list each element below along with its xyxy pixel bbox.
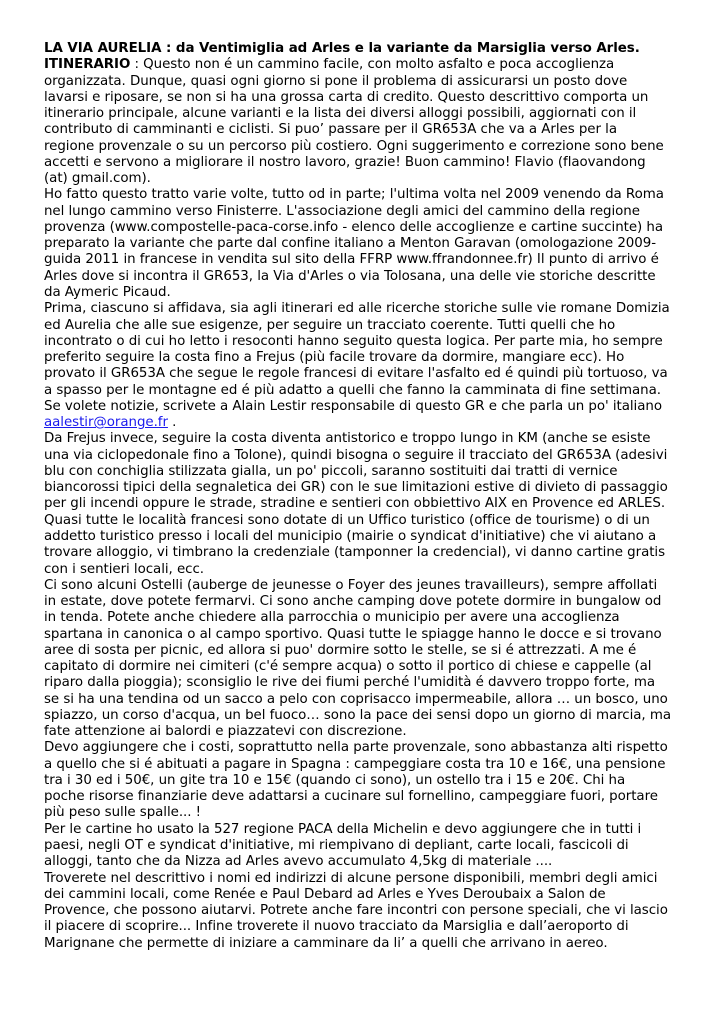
body-text: Quasi tutte le località francesi sono dotate di un Uffico turistico (office de tourisme) o di un — [44, 512, 650, 528]
body-text: per gli incendi oppure le strade, stradine e sentieri con obbiettivo AIX en Provence ed ARLES. — [44, 496, 666, 512]
text-line — [44, 236, 666, 252]
text-line — [44, 57, 666, 73]
body-text: spiazzo, un corso d'acqua, un bel fuoco… sono la pace dei sensi dopo un giorno di marcia, ma — [44, 707, 671, 723]
body-text: il piacere di scoprire... Infine troverete il nuovo tracciato da Marsiglia e dall’aeroporto di — [44, 919, 629, 935]
text-line — [44, 448, 666, 464]
text-line — [44, 627, 666, 643]
text-line — [44, 610, 666, 626]
body-text: nel lungo cammino verso Finisterre. L'associazione degli amici del cammino della regione — [44, 203, 640, 219]
text-line — [44, 562, 666, 578]
body-text: a quello che si é abituati a pagare in Spagna : campeggiare costa tra 10 e 16€, una pensione — [44, 756, 666, 772]
text-line — [44, 838, 666, 854]
body-text: preparato la variante che parte dal confine italiano a Menton Garavan (omologazione 2009- — [44, 236, 656, 252]
text-line — [44, 594, 666, 610]
text-line — [44, 854, 666, 870]
text-line — [44, 903, 666, 919]
body-text: dei cammini locali, come Renée e Paul Debard ad Arles e Yves Deroubaix a Salon de — [44, 886, 606, 902]
body-text: tra i 30 ed i 50€, un gite tra 10 e 15€ (quando ci sono), un ostello tra i 15 e 20€. Chi ha — [44, 772, 626, 788]
text-line — [44, 740, 666, 756]
body-text: Troverete nel descrittivo i nomi ed indirizzi di alcune persone disponibili, membri degli amici — [44, 870, 658, 886]
text-line — [44, 789, 666, 805]
text-line — [44, 643, 666, 659]
text-line — [44, 822, 666, 838]
text-line — [44, 285, 666, 301]
body-text: Marignane che permette di iniziare a camminare da li’ a quelli che arrivano in aereo. — [44, 935, 608, 951]
text-line — [44, 252, 666, 268]
body-text: capitato di dormire nei cimiteri (c'é sempre acqua) o sotto il portico di chiese e cappelle (al — [44, 659, 652, 675]
body-text: Per le cartine ho usato la 527 regione PACA della Michelin e devo aggiungere che in tutti i — [44, 821, 642, 837]
body-text: Se volete notizie, scrivete a Alain Lestir responsabile di questo GR e che parla un po' italiano — [44, 398, 662, 414]
text-line — [44, 74, 666, 90]
body-text: provenza (www.compostelle-paca-corse.info - elenco delle accoglienze e cartine succinte) ha — [44, 219, 664, 235]
body-text: spartana in canonica o al campo sportivo. Quasi tutte le spiagge hanno le docce e si trovano — [44, 626, 662, 642]
document-title: LA VIA AURELIA : da Ventimiglia ad Arles e la variante da Marsiglia verso Arles. — [44, 41, 640, 56]
body-text: Ci sono alcuni Ostelli (auberge de jeunesse o Foyer des jeunes travailleurs), sempre affollati — [44, 577, 658, 593]
body-text: Prima, ciascuno si affidava, sia agli itinerari ed alle ricerche storiche sulle vie romane Domizia — [44, 301, 670, 317]
body-text: a spasso per le montagne ed é più adatto a quelli che fanno la camminata di fine settimana. — [44, 382, 661, 398]
body-text: fate attenzione ai balordi e piazzatevi con discrezione. — [44, 724, 407, 740]
email-link[interactable]: aalestir@orange.fr — [44, 415, 168, 431]
section-heading: ITINERARIO — [44, 57, 131, 73]
text-line — [44, 155, 666, 171]
body-text: Arles dove si incontra il GR653, la Via d'Arles o via Tolosana, una delle vie storiche descritte — [44, 268, 656, 284]
text-line — [44, 887, 666, 903]
body-text: addetto turistico presso i locali del municipio (mairie o syndicat d'initiative) che vi aiutano a — [44, 528, 657, 544]
body-text: guida 2011 in francese in vendita sul sito della FFRP www.ffrandonnee.fr) Il punto di arrivo é — [44, 252, 659, 268]
body-text: biancorossi tipici della segnaletica dei GR) con le sue limitazioni estive di divieto di passaggio — [44, 480, 668, 496]
text-line — [44, 187, 666, 203]
text-line — [44, 301, 670, 317]
body-text: provato il GR653A che segue le regole francesi di evitare l'asfalto ed é quindi più tortuoso, va — [44, 366, 668, 382]
text-line — [44, 936, 666, 952]
body-text: paesi, negli OT e syndicat d'initiative, mi riempivano di depliant, carte locali, fascicoli di — [44, 838, 629, 854]
body-text: Provence, che possono aiutarvi. Potrete anche fare incontri con persone speciali, che vi lascio — [44, 903, 668, 919]
body-text: Devo aggiungere che i costi, soprattutto nella parte provenzale, sono abbastanza alti rispetto — [44, 740, 668, 756]
text-line — [44, 919, 666, 935]
text-line — [44, 773, 666, 789]
body-text: preferito seguire la costa fino a Frejus (più facile trovare da dormire, mangiare ecc). Ho — [44, 350, 625, 366]
text-line — [44, 513, 666, 529]
text-line — [44, 269, 666, 285]
body-text: lavarsi e riposare, se non si ha una grossa carta di credito. Questo descrittivo comporta un — [44, 89, 649, 105]
text-line — [44, 383, 666, 399]
text-line — [44, 122, 666, 138]
body-text: se si ha una tendina od un sacco a pelo con coprisacco impermeabile, allora … un bosco, uno — [44, 691, 668, 707]
text-line — [44, 464, 666, 480]
body-text: . — [167, 415, 177, 431]
text-line — [44, 139, 666, 155]
text-line — [44, 757, 666, 773]
body-text: aree di sosta per picnic, ed allora si puo' dormire sotto le stelle, se si é attrezzati. A me é — [44, 642, 637, 658]
text-line — [44, 106, 666, 122]
text-line — [44, 545, 666, 561]
body-text: : Questo non é un cammino facile, con molto asfalto e poca accoglienza — [130, 57, 615, 73]
body-text: Ho fatto questo tratto varie volte, tutto od in parte; l'ultima volta nel 2009 venendo da Roma — [44, 187, 664, 203]
text-line — [44, 415, 666, 431]
body-text: blu con conchiglia stilizzata gialla, un po' piccoli, saranno sostituiti dai tratti di vernice — [44, 463, 618, 479]
text-line — [44, 204, 666, 220]
text-line — [44, 220, 666, 236]
text-line — [44, 431, 666, 447]
body-text: riparo dalla pioggia); sconsiglio le rive dei fiumi perché l'umidità é davvero troppo forte, ma — [44, 675, 655, 691]
text-line — [44, 659, 666, 675]
text-line — [44, 529, 666, 545]
text-line — [44, 480, 666, 496]
body-text: una via ciclopedonale fino a Tolone), quindi bisogna o seguire il tracciato del GR653A (adesivi — [44, 447, 668, 463]
text-line — [44, 334, 666, 350]
text-line — [44, 318, 666, 334]
text-line — [44, 399, 666, 415]
document-title-line — [44, 41, 666, 57]
body-text: più peso sulle spalle... ! — [44, 805, 201, 821]
body-text: contributo di camminanti e ciclisti. Si puo’ passare per il GR653A che va a Arles per la — [44, 122, 617, 138]
text-line — [44, 366, 666, 382]
body-text: organizzata. Dunque, quasi ogni giorno si pone il problema di assicurarsi un posto dove — [44, 73, 628, 89]
text-line — [44, 724, 666, 740]
text-line — [44, 675, 666, 691]
body-text: (at) gmail.com). — [44, 171, 151, 187]
text-line — [44, 692, 666, 708]
text-line — [44, 871, 666, 887]
text-line — [44, 350, 666, 366]
text-line — [44, 90, 666, 106]
body-text: regione provenzale o su un percorso più costiero. Ogni suggerimento e correzione sono bene — [44, 138, 664, 154]
body-text: Da Frejus invece, seguire la costa diventa antistorico e troppo lungo in KM (anche se esiste — [44, 431, 651, 447]
body-text: accetti e servono a migliorare il nostro lavoro, grazie! Buon cammino! Flavio (flaovandong — [44, 154, 646, 170]
body-text: in estate, dove potete fermarvi. Ci sono anche camping dove potete dormire in bungalow od — [44, 594, 662, 610]
body-text: poche risorse finanziarie deve adattarsi a cucinare sul fornellino, campeggiare fuori, portare — [44, 789, 658, 805]
body-text: con i sentieri locali, ecc. — [44, 561, 204, 577]
text-line — [44, 496, 666, 512]
body-text: in tenda. Potete anche chiedere alla parrocchia o municipio per avere una accoglienza — [44, 610, 620, 626]
body-text: ed Aurelia che alle sue esigenze, per seguire un tracciato coerente. Tutti quelli che ho — [44, 317, 616, 333]
body-text: trovare alloggio, vi timbrano la credenziale (tamponner la credencial), vi danno cartine gratis — [44, 545, 666, 561]
body-text: incontrato o di cui ho letto i resoconti hanno seguito questa logica. Per parte mia, ho sempre — [44, 333, 663, 349]
body-text: itinerario principale, alcune varianti e la lista dei diversi alloggi possibili, aggiornati con il — [44, 106, 637, 122]
document-body — [44, 41, 671, 952]
body-text: da Aymeric Picaud. — [44, 284, 171, 300]
text-line — [44, 707, 671, 724]
text-line — [44, 171, 666, 187]
body-text: alloggi, tanto che da Nizza ad Arles avevo accumulato 4,5kg di materiale .... — [44, 854, 553, 870]
text-line — [44, 578, 666, 594]
text-line — [44, 805, 666, 821]
